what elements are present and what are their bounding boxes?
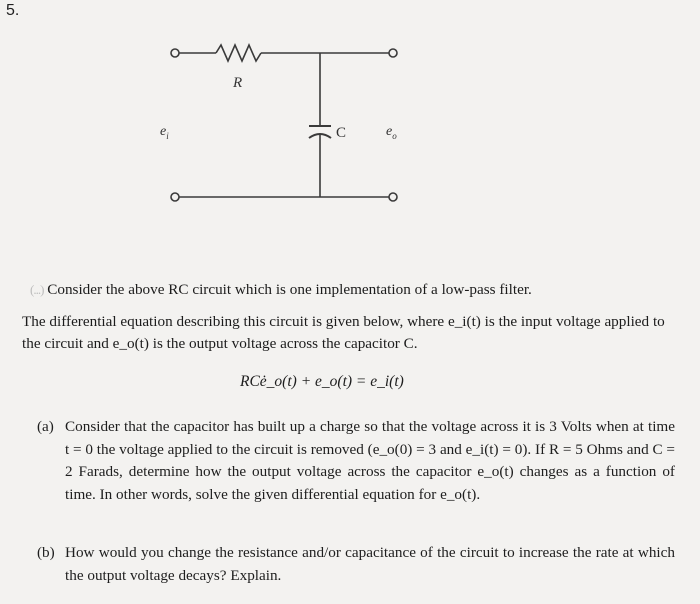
capacitor-label: C <box>336 125 347 141</box>
part-b-label: (b) <box>37 544 55 561</box>
description-paragraph: The differential equation describing this circuit is given below, where e_i(t) is the input voltage applied to the circuit and e_o(t) is the output voltage across the capacitor C. <box>22 313 665 352</box>
resistor-symbol <box>216 45 261 61</box>
input-terminal-bottom <box>171 193 179 201</box>
intro-paragraph <box>30 279 690 301</box>
faded-prefix: (...) <box>30 282 44 297</box>
resistor-label: R <box>233 75 243 91</box>
question-number: 5. <box>6 2 20 19</box>
input-voltage-label: $e_i$ <box>160 124 169 141</box>
output-voltage-label: $e_o$ <box>386 124 397 141</box>
intro-text: Consider the above RC circuit which is one implementation of a low-pass filter. <box>47 281 532 298</box>
rc-circuit-diagram <box>0 0 700 230</box>
part-a-label: (a) <box>37 418 54 435</box>
part-b-text: How would you change the resistance and/or capacitance of the circuit to increase the rate at which the output voltage decays? Explain. <box>65 544 675 584</box>
differential-equation: RCė_o(t) + e_o(t) = e_i(t) <box>240 373 404 390</box>
output-terminal-top <box>389 49 397 57</box>
part-a-text: Consider that the capacitor has built up a charge so that the voltage across it is 3 Volts when at time t = 0 the voltage applied to the circuit is removed (e_o(0) = 3 and e_i(t) = 0). If R = 5 Ohms and C = 2 Farads, determine how the output voltage across the capacitor e_o(t) changes as a function of time. In other words, solve the given differential equation for e_o(t). <box>65 418 675 503</box>
output-terminal-bottom <box>389 193 397 201</box>
input-terminal-top <box>171 49 179 57</box>
